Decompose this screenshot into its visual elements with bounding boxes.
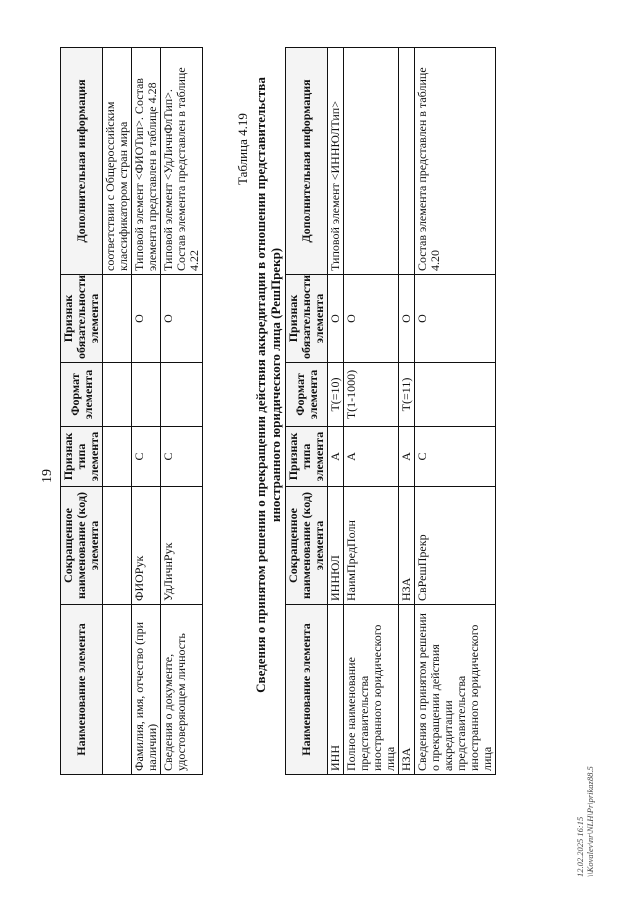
cell-type — [103, 427, 132, 487]
header-info: Дополнительная информация — [61, 48, 103, 275]
cell-format: T(1-1000) — [344, 363, 399, 427]
table-row — [415, 48, 496, 775]
cell-type: А — [344, 427, 399, 487]
cell-code: НаимПредПолн — [344, 487, 399, 605]
header-name: Наименование элемента — [61, 605, 103, 775]
cell-info: Типовой элемент <ИННЮЛТип> — [328, 48, 344, 275]
stamp-line-1: 12.02.2025 16:15 — [575, 816, 585, 877]
cell-required: О — [328, 275, 344, 363]
cell-name — [103, 605, 132, 775]
table-row — [161, 48, 203, 775]
cell-name: Сведения о принятом решении о прекращении действия аккредитации представительства иностранного юридического лица — [415, 605, 496, 775]
cell-code: ФИОРук — [132, 487, 161, 605]
cell-name: ИНН — [328, 605, 344, 775]
cell-type: С — [415, 427, 496, 487]
cell-format: T(=10) — [328, 363, 344, 427]
cell-type: А — [399, 427, 415, 487]
header-info: Дополнительная информация — [286, 48, 328, 275]
cell-format — [103, 363, 132, 427]
table-row — [328, 48, 344, 775]
cell-info: соответствии с Общероссийским классификатором стран мира — [103, 48, 132, 275]
cell-code: СвРешПрекр — [415, 487, 496, 605]
header-format: Формат элемента — [286, 363, 328, 427]
cell-required: О — [399, 275, 415, 363]
header-type: Признак типа элемента — [61, 427, 103, 487]
table-2 — [285, 47, 496, 775]
cell-required: О — [132, 275, 161, 363]
header-type: Признак типа элемента — [286, 427, 328, 487]
cell-name: Сведения о документе, удостоверяющем личность — [161, 605, 203, 775]
cell-required: О — [161, 275, 203, 363]
table-1 — [60, 47, 203, 775]
header-format: Формат элемента — [61, 363, 103, 427]
cell-info: Типовой элемент <ФИОТип>. Состав элемента представлен в таблице 4.28 — [132, 48, 161, 275]
table-row — [132, 48, 161, 775]
table-row — [399, 48, 415, 775]
cell-name: Фамилия, имя, отчество (при наличии) — [132, 605, 161, 775]
print-stamp — [575, 766, 595, 877]
header-code: Сокращенное наименование (код) элемента — [61, 487, 103, 605]
cell-code: ИННЮЛ — [328, 487, 344, 605]
cell-code: НЗА — [399, 487, 415, 605]
cell-required: О — [344, 275, 399, 363]
cell-info — [344, 48, 399, 275]
table-row — [103, 48, 132, 775]
header-required: Признак обязательности элемента — [286, 275, 328, 363]
cell-required — [103, 275, 132, 363]
cell-code: УдЛичнРук — [161, 487, 203, 605]
page-number: 19 — [40, 469, 55, 483]
stamp-line-2: \\Kovalev\nr\NLH\Pr\prikaz88.5 — [585, 766, 595, 877]
cell-format — [415, 363, 496, 427]
cell-name: Полное наименование представительства иностранного юридического лица — [344, 605, 399, 775]
cell-info — [399, 48, 415, 275]
header-code: Сокращенное наименование (код) элемента — [286, 487, 328, 605]
table-2-title: Сведения о принятом решении о прекращении действия аккредитации в отношении представительства иностранного юридического лица (РешПрекр) — [253, 77, 283, 693]
header-required: Признак обязательности элемента — [61, 275, 103, 363]
header-name: Наименование элемента — [286, 605, 328, 775]
cell-info: Типовой элемент <УдЛичнФлТип>. Состав элемента представлен в таблице 4.22 — [161, 48, 203, 275]
cell-name: НЗА — [399, 605, 415, 775]
cell-info: Состав элемента представлен в таблице 4.20 — [415, 48, 496, 275]
table-1-header — [61, 48, 103, 775]
table-row — [344, 48, 399, 775]
cell-code — [103, 487, 132, 605]
cell-format — [161, 363, 203, 427]
table-2-header — [286, 48, 328, 775]
cell-required: О — [415, 275, 496, 363]
cell-type: С — [132, 427, 161, 487]
table-2-label: Таблица 4.19 — [235, 113, 250, 185]
cell-type: А — [328, 427, 344, 487]
cell-type: С — [161, 427, 203, 487]
cell-format — [132, 363, 161, 427]
cell-format: T(=11) — [399, 363, 415, 427]
